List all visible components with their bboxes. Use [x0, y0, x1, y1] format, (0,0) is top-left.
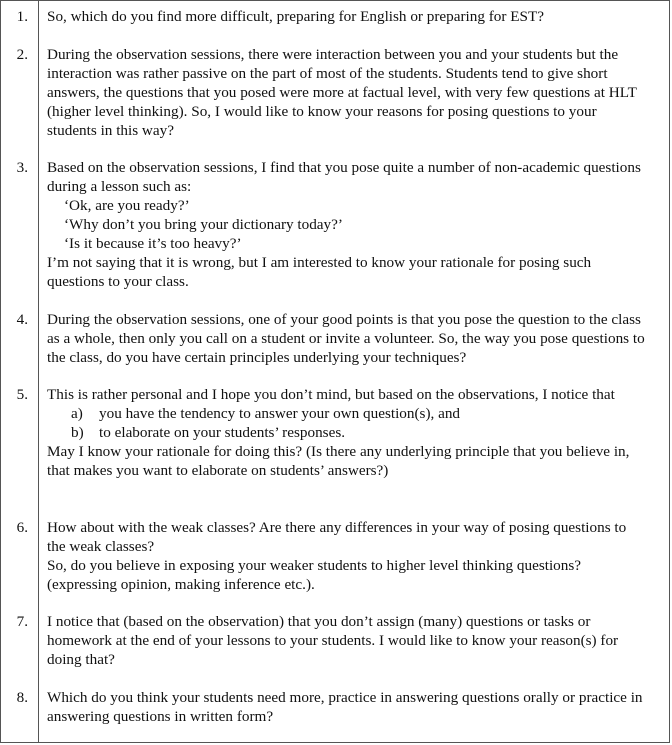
question-number: 3.	[16, 159, 28, 176]
question-intro: This is rather personal and I hope you don’t mind, but based on the observations, I notice that	[47, 386, 615, 403]
list-label: a)	[71, 405, 83, 422]
question-closing: May I know your rationale for doing this? (Is there any underlying principle that you believe in, that makes you want to elaborate on students’ answers?)	[47, 443, 630, 479]
question-text: During the observation sessions, one of your good points is that you pose the question to the class as a whole, then only you call on a student or invite a volunteer. So, the way you pose questions to the class, do you have certain principles underlying your techniques?	[47, 311, 645, 366]
question-text: So, do you believe in exposing your weaker students to higher level thinking questions? (expressing opinion, making inference etc.).	[47, 557, 582, 593]
list-item	[47, 404, 647, 423]
question-number: 1.	[16, 8, 28, 25]
question-text: Which do you think your students need more, practice in answering questions orally or practice in answering questions in written form?	[47, 689, 643, 725]
question-number: 6.	[16, 519, 28, 536]
question-number: 8.	[16, 689, 28, 706]
question-text: How about with the weak classes? Are there any differences in your way of posing questions to the weak classes?	[47, 519, 627, 555]
list-item	[47, 423, 647, 442]
example-question: ‘Why don’t you bring your dictionary today?’	[64, 216, 343, 233]
question-text: So, which do you find more difficult, preparing for English or preparing for EST?	[47, 8, 544, 25]
question-intro: Based on the observation sessions, I find that you pose quite a number of non-academic questions during a lesson such as:	[47, 159, 641, 195]
question-number: 7.	[16, 613, 28, 630]
column-divider	[38, 1, 39, 742]
list-label: b)	[71, 424, 84, 441]
question-text: I notice that (based on the observation) that you don’t assign (many) questions or tasks or homework at the end of your lessons to your students. I would like to know your reason(s) for doing that?	[47, 613, 619, 668]
question-closing: I’m not saying that it is wrong, but I am interested to know your rationale for posing such questions to your class.	[47, 254, 592, 290]
list-text: to elaborate on your students’ responses.	[99, 424, 346, 441]
question-text: During the observation sessions, there were interaction between you and your students but the interaction was rather passive on the part of most of the students. Students tend to give short answers, the questions that you posed were more at factual level, with very few questions at HLT (higher level thinking). So, I would like to know your reasons for posing questions to your students in this way?	[47, 46, 637, 139]
question-number: 2.	[16, 46, 28, 63]
example-question: ‘Ok, are you ready?’	[64, 197, 190, 214]
example-question: ‘Is it because it’s too heavy?’	[64, 235, 242, 252]
list-text: you have the tendency to answer your own question(s), and	[99, 405, 461, 422]
question-number: 4.	[16, 311, 28, 328]
question-number: 5.	[16, 386, 28, 403]
